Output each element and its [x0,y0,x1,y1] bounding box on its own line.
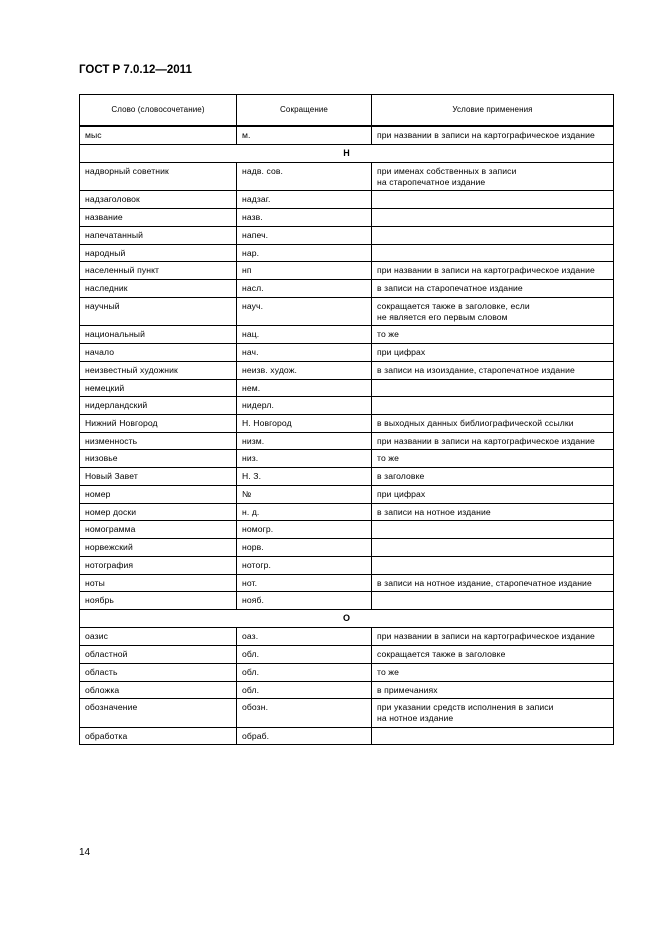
word-cell: норвежский [80,539,237,557]
abbreviation-cell: низ. [237,450,372,468]
word-cell: мыс [80,126,237,144]
table-row [80,162,614,190]
abbreviation-cell: низм. [237,432,372,450]
word-cell: населенный пункт [80,262,237,280]
abbreviation-cell: нояб. [237,592,372,610]
condition-cell: при цифрах [372,344,614,362]
table-row [80,379,614,397]
condition-cell: при названии в записи на картографическое издание [372,432,614,450]
abbreviation-cell: нем. [237,379,372,397]
condition-cell: сокращается также в заголовке [372,646,614,664]
condition-cell: в записи на нотное издание [372,503,614,521]
table-row [80,539,614,557]
word-cell: напечатанный [80,226,237,244]
abbreviation-cell: насл. [237,280,372,298]
word-cell: надворный советник [80,162,237,190]
table-row [80,646,614,664]
word-cell: номограмма [80,521,237,539]
table-row [80,326,614,344]
abbreviation-cell: нач. [237,344,372,362]
abbreviation-cell: Н. З. [237,468,372,486]
word-cell: название [80,209,237,227]
condition-cell [372,397,614,415]
word-cell: областной [80,646,237,664]
column-header-word: Слово (словосочетание) [80,95,237,127]
abbreviation-cell: обраб. [237,727,372,745]
table-row [80,727,614,745]
table-row [80,344,614,362]
table-row [80,450,614,468]
table-row [80,521,614,539]
condition-cell [372,521,614,539]
condition-cell: при именах собственных в записи на старопечатное издание [372,162,614,190]
word-cell: национальный [80,326,237,344]
condition-cell [372,191,614,209]
condition-cell: при цифрах [372,485,614,503]
table-row [80,592,614,610]
word-cell: оазис [80,628,237,646]
abbreviation-cell: неизв. худож. [237,361,372,379]
document-header: ГОСТ Р 7.0.12—2011 [79,64,192,76]
table-row [80,297,614,325]
table-row [80,397,614,415]
table-body [80,126,614,745]
abbreviation-cell: надзаг. [237,191,372,209]
table-row [80,485,614,503]
abbreviation-table [79,94,614,745]
column-header-abbreviation: Сокращение [237,95,372,127]
letter-heading: О [80,610,614,628]
condition-cell: в записи на старопечатное издание [372,280,614,298]
abbreviation-cell: нп [237,262,372,280]
abbreviation-cell: нидерл. [237,397,372,415]
abbreviation-cell: н. д. [237,503,372,521]
condition-cell [372,226,614,244]
table-row [80,209,614,227]
word-cell: немецкий [80,379,237,397]
condition-cell [372,592,614,610]
word-cell: нидерландский [80,397,237,415]
table-row [80,226,614,244]
word-cell: начало [80,344,237,362]
table-row [80,503,614,521]
condition-cell [372,379,614,397]
condition-cell [372,244,614,262]
table-row [80,574,614,592]
abbreviation-cell: нац. [237,326,372,344]
word-cell: обложка [80,681,237,699]
abbreviation-cell: м. [237,126,372,144]
word-cell: ноябрь [80,592,237,610]
table-row [80,556,614,574]
abbreviation-cell: оаз. [237,628,372,646]
word-cell: ноты [80,574,237,592]
abbreviation-cell: № [237,485,372,503]
word-cell: обработка [80,727,237,745]
condition-cell: сокращается также в заголовке, если не является его первым словом [372,297,614,325]
condition-cell [372,556,614,574]
condition-cell: в заголовке [372,468,614,486]
condition-cell: при названии в записи на картографическое издание [372,126,614,144]
table-row [80,191,614,209]
word-cell: низовье [80,450,237,468]
table-header-row [80,95,614,127]
word-cell: номер доски [80,503,237,521]
condition-cell: то же [372,663,614,681]
condition-cell: в примечаниях [372,681,614,699]
table-row [80,126,614,144]
condition-cell: при указании средств исполнения в записи на нотное издание [372,699,614,727]
column-header-condition: Условие применения [372,95,614,127]
word-cell: научный [80,297,237,325]
word-cell: обозначение [80,699,237,727]
table-row [80,681,614,699]
word-cell: неизвестный художник [80,361,237,379]
condition-cell: при названии в записи на картографическое издание [372,262,614,280]
condition-cell [372,727,614,745]
abbreviation-cell: надв. сов. [237,162,372,190]
abbreviation-cell: нотогр. [237,556,372,574]
word-cell: нотография [80,556,237,574]
table-row [80,415,614,433]
condition-cell: в записи на изоиздание, старопечатное издание [372,361,614,379]
abbreviation-cell: норв. [237,539,372,557]
table-row [80,262,614,280]
condition-cell: то же [372,450,614,468]
table-row [80,432,614,450]
abbreviation-cell: напеч. [237,226,372,244]
letter-heading: Н [80,144,614,162]
word-cell: низменность [80,432,237,450]
word-cell: надзаголовок [80,191,237,209]
abbreviation-cell: назв. [237,209,372,227]
page-number: 14 [79,847,91,858]
condition-cell [372,209,614,227]
abbreviation-cell: обл. [237,681,372,699]
abbreviation-cell: обл. [237,646,372,664]
word-cell: номер [80,485,237,503]
table-row [80,663,614,681]
word-cell: Новый Завет [80,468,237,486]
table-row [80,699,614,727]
condition-cell: то же [372,326,614,344]
word-cell: наследник [80,280,237,298]
abbreviation-cell: номогр. [237,521,372,539]
letter-section-row [80,144,614,162]
table-row [80,361,614,379]
table-row [80,468,614,486]
abbreviation-cell: обл. [237,663,372,681]
table-row [80,628,614,646]
abbreviation-cell: нар. [237,244,372,262]
condition-cell [372,539,614,557]
abbreviation-cell: нот. [237,574,372,592]
table-row [80,280,614,298]
table-row [80,244,614,262]
word-cell: народный [80,244,237,262]
abbreviation-cell: обозн. [237,699,372,727]
word-cell: Нижний Новгород [80,415,237,433]
abbreviation-cell: Н. Новгород [237,415,372,433]
word-cell: область [80,663,237,681]
abbreviation-cell: науч. [237,297,372,325]
letter-section-row [80,610,614,628]
condition-cell: в записи на нотное издание, старопечатное издание [372,574,614,592]
condition-cell: при названии в записи на картографическое издание [372,628,614,646]
condition-cell: в выходных данных библиографической ссылки [372,415,614,433]
